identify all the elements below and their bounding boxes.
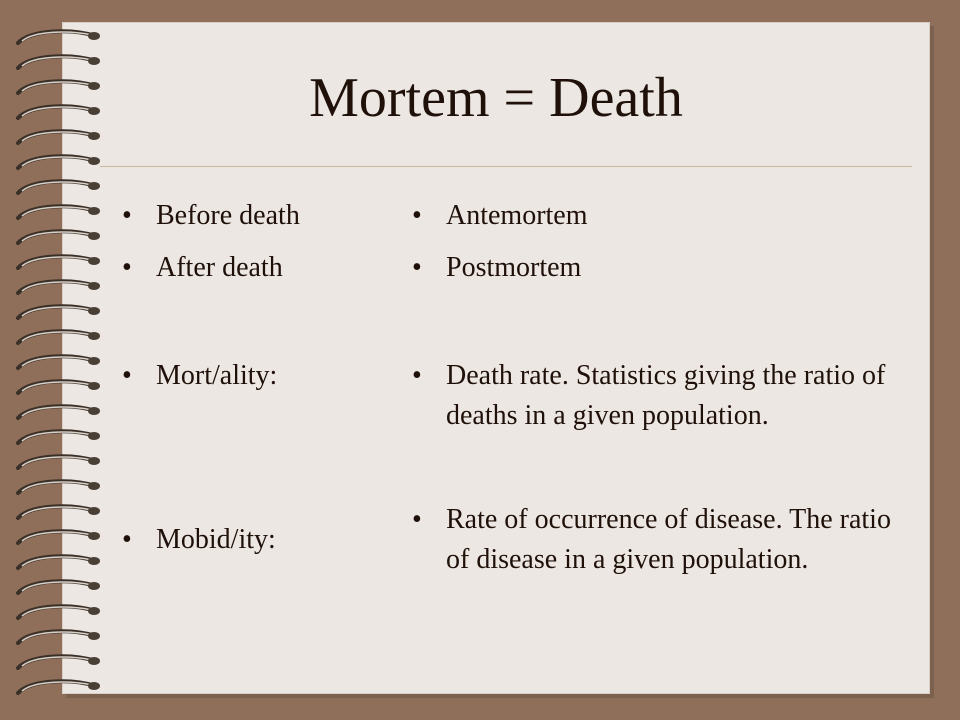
list-item: • Mort/ality:: [120, 356, 277, 396]
ring-hole: [88, 157, 100, 165]
ring-hole: [88, 232, 100, 240]
list-item: • Rate of occurrence of disease. The ratio of disease in a given population.: [410, 500, 906, 580]
list-item: • Death rate. Statistics giving the ratio of deaths in a given population.: [410, 356, 906, 436]
ring-hole: [88, 457, 100, 465]
ring-hole: [88, 507, 100, 515]
ring-hole: [88, 657, 100, 665]
ring-hole: [88, 607, 100, 615]
title-divider: [100, 166, 912, 167]
list-item: • Mobid/ity:: [120, 520, 276, 560]
ring-hole: [88, 307, 100, 315]
ring-hole: [88, 132, 100, 140]
ring-hole: [88, 532, 100, 540]
ring-hole: [88, 632, 100, 640]
ring-hole: [88, 282, 100, 290]
ring-hole: [88, 207, 100, 215]
slide-title: Mortem = Death: [309, 67, 683, 129]
ring-hole: [88, 432, 100, 440]
ring-hole: [88, 557, 100, 565]
ring-hole: [88, 382, 100, 390]
ring-hole: [88, 182, 100, 190]
list-item: • Before death: [120, 196, 300, 236]
list-item: • Postmortem: [410, 248, 906, 288]
ring-hole: [88, 257, 100, 265]
ring-hole: [88, 482, 100, 490]
ring-hole: [88, 682, 100, 690]
ring-hole: [88, 357, 100, 365]
ring-hole: [88, 57, 100, 65]
ring-hole: [88, 582, 100, 590]
list-item: • Antemortem: [410, 196, 906, 236]
ring-hole: [88, 407, 100, 415]
ring-hole: [88, 332, 100, 340]
list-item: • After death: [120, 248, 283, 288]
ring-hole: [88, 32, 100, 40]
